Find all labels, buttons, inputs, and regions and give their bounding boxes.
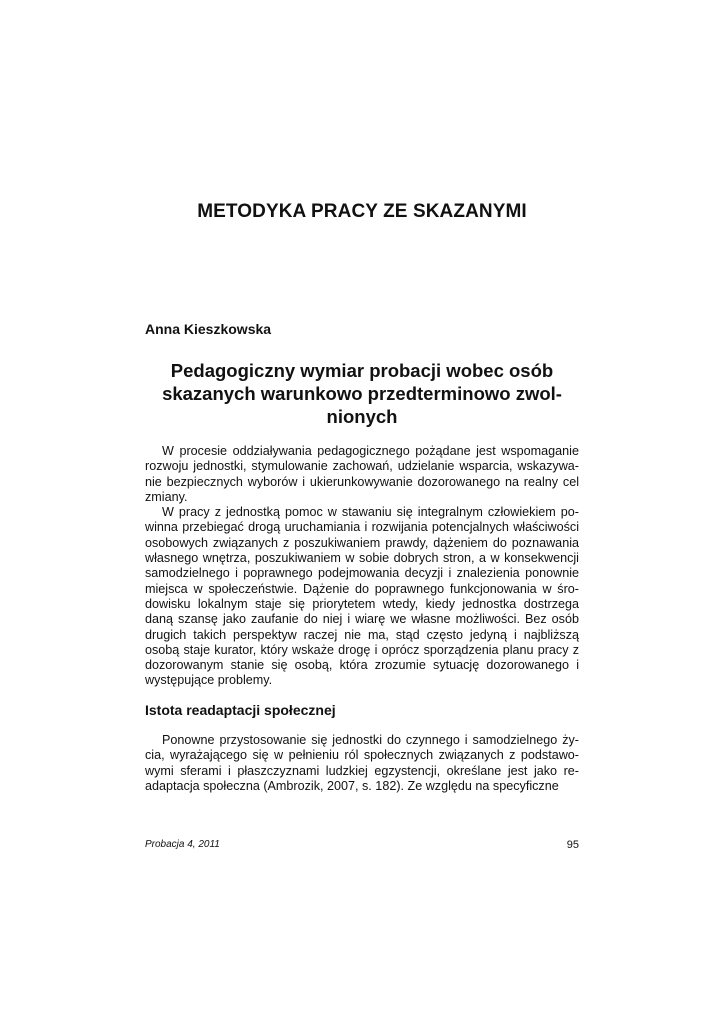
subheading: Istota readaptacji społecznej [145, 702, 336, 718]
paragraph: Ponowne przystosowanie się jednostki do czynnego i samodzielnego ży-cia, wyrażającego się w pełnieniu ról społecznych związanych z podstawo-wymi sferami i płaszczyznami ludzkiej egzystencji, określane jest jako re-adaptacja społeczna (Ambrozik, 2007, s. 182). Ze względu na specyficzne [145, 733, 579, 793]
author-name: Anna Kieszkowska [145, 321, 272, 337]
page-number: 95 [566, 839, 579, 851]
article-body-continued [145, 733, 579, 794]
article-body [145, 444, 579, 689]
article-title: Pedagogiczny wymiar probacji wobec osób skazanych warunkowo przedterminowo zwol-nionych [162, 360, 562, 427]
paragraph: W pracy z jednostką pomoc w stawaniu się integralnym człowiekiem po-winna przebiegać drogą uruchamiania i rozwijania potencjalnych właściwości osobowych związanych z poszukiwaniem prawdy, dążeniem do poznawania własnego wnętrza, poszukiwaniem w sobie dobrych stron, a w konsekwencji samodzielnego i poprawnego podejmowania decyzji i znalezienia ponownie miejsca w społeczeństwie. Dążenie do poprawnego funkcjonowania w śro-dowisku lokalnym staje się priorytetem wtedy, kiedy jednostka dostrzega daną szansę jako zaufanie do niej i wiarę we własne możliwości. Bez osób drugich takich perspektyw raczej nie ma, stąd często jedyną i najbliższą osobą staje kurator, który wskaże drogę i oprócz sporządzenia planu pracy z dozorowanym stanie się osobą, która zrozumie sytuację dozorowanego i występujące problemy. [145, 505, 579, 688]
section-title: METODYKA PRACY ZE SKAZANYMI [197, 201, 527, 222]
paragraph: W procesie oddziaływania pedagogicznego pożądane jest wspomaganie rozwoju jednostki, stymulowanie zachowań, udzielanie wsparcia, wskazywa-nie bezpiecznych wyborów i ukierunkowywanie dozorowanego na realny cel zmiany. [145, 444, 579, 504]
footer-journal: Probacja 4, 2011 [145, 839, 220, 850]
